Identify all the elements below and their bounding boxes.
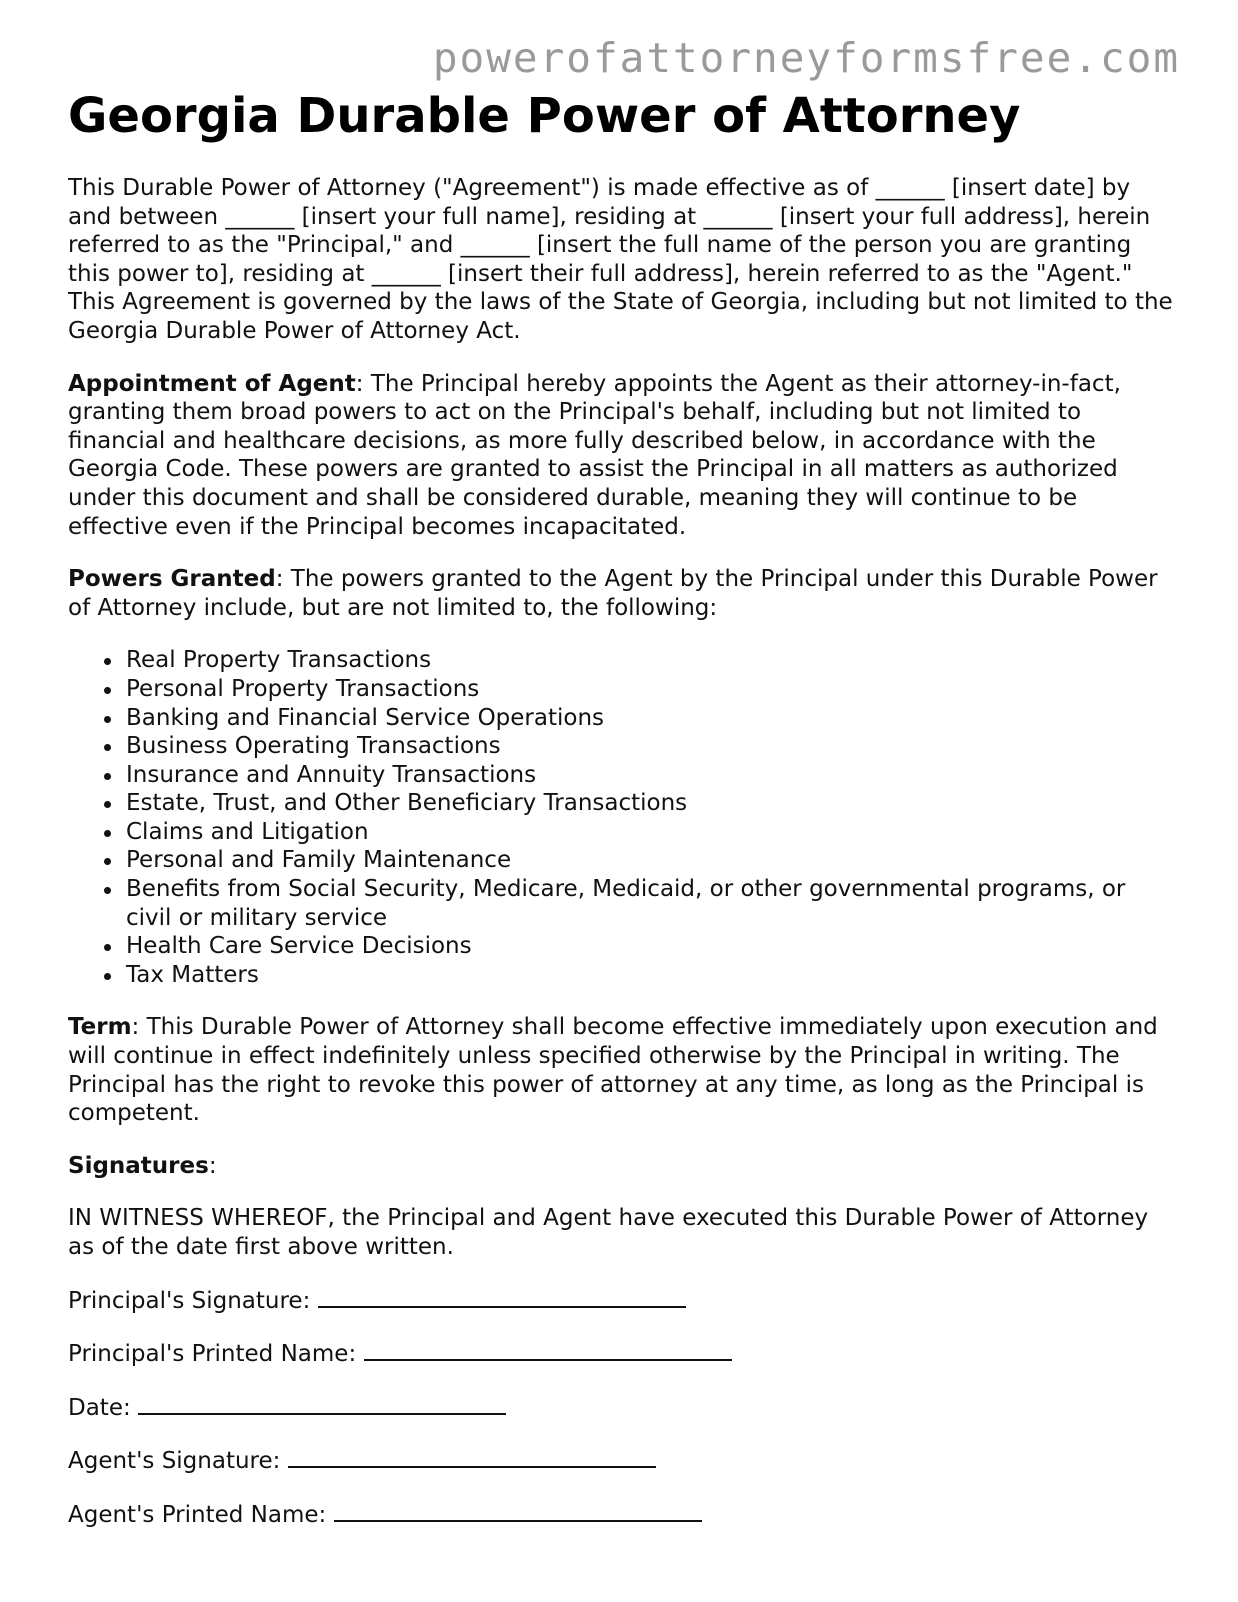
agent-printed-name-label: Agent's Printed Name: <box>68 1501 327 1528</box>
list-item: Health Care Service Decisions <box>126 932 1178 961</box>
list-item: Business Operating Transactions <box>126 732 1178 761</box>
list-item: Benefits from Social Security, Medicare, Medicaid, or other governmental programs, or civil or military service <box>126 875 1178 932</box>
agent-signature-label: Agent's Signature: <box>68 1448 281 1475</box>
principal-printed-name-label: Principal's Printed Name: <box>68 1341 357 1368</box>
document-title: Georgia Durable Power of Attorney <box>68 88 1021 144</box>
powers-list <box>68 646 1178 989</box>
list-item: Personal and Family Maintenance <box>126 846 1178 875</box>
principal-signature-field[interactable] <box>318 1286 686 1308</box>
term-section <box>68 1013 1178 1127</box>
date-field[interactable] <box>138 1393 506 1415</box>
intro-paragraph: This Durable Power of Attorney ("Agreement") is made effective as of ______ [insert date] by and between ______ [insert your full name], residing at ______ [insert your full address], herein referred to as the "Principal," and ______ [insert the full name of the person you are granting this power to], residing at ______ [insert their full address], herein referred to as the "Agent." This Agreement is governed by the laws of the State of Georgia, including but not limited to the Georgia Durable Power of Attorney Act. <box>68 175 1173 344</box>
term-text: : This Durable Power of Attorney shall become effective immediately upon execution and will continue in effect indefinitely unless specified otherwise by the Principal in writing. The Principal has the right to revoke this power of attorney at any time, as long as the Principal is competent. <box>68 1014 1158 1127</box>
powers-text: : The powers granted to the Agent by the Principal under this Durable Power of Attorney include, but are not limited to, the following: <box>68 566 1158 621</box>
list-item: Tax Matters <box>126 961 1178 990</box>
site-watermark: powerofattorneyformsfree.com <box>432 34 1180 82</box>
document-page <box>68 86 1178 1530</box>
witness-paragraph: IN WITNESS WHEREOF, the Principal and Agent have executed this Durable Power of Attorney as of the date first above written. <box>68 1205 1149 1260</box>
appointment-heading: Appointment of Agent <box>68 370 356 397</box>
powers-heading: Powers Granted <box>68 566 276 593</box>
principal-signature-label: Principal's Signature: <box>68 1287 311 1314</box>
principal-printed-name-line <box>68 1339 1178 1369</box>
list-item: Insurance and Annuity Transactions <box>126 761 1178 790</box>
term-heading: Term <box>68 1014 132 1041</box>
signatures-section <box>68 1152 1178 1181</box>
list-item: Estate, Trust, and Other Beneficiary Transactions <box>126 789 1178 818</box>
list-item: Banking and Financial Service Operations <box>126 704 1178 733</box>
signatures-colon: : <box>208 1152 217 1179</box>
powers-section <box>68 565 1178 622</box>
principal-printed-name-field[interactable] <box>364 1339 732 1361</box>
signatures-heading: Signatures <box>68 1152 209 1179</box>
appointment-section <box>68 370 1178 542</box>
document-body <box>68 174 1178 1530</box>
list-item: Personal Property Transactions <box>126 675 1178 704</box>
date-line <box>68 1393 1178 1423</box>
agent-printed-name-field[interactable] <box>334 1500 702 1522</box>
agent-printed-name-line <box>68 1500 1178 1530</box>
agent-signature-field[interactable] <box>288 1446 656 1468</box>
date-label: Date: <box>68 1394 131 1421</box>
agent-signature-line <box>68 1446 1178 1476</box>
appointment-text: : The Principal hereby appoints the Agent as their attorney-in-fact, granting them broad powers to act on the Principal's behalf, including but not limited to financial and healthcare decisions, as more fully described below, in accordance with the Georgia Code. These powers are granted to assist the Principal in all matters as authorized under this document and shall be considered durable, meaning they will continue to be effective even if the Principal becomes incapacitated. <box>68 370 1121 540</box>
list-item: Claims and Litigation <box>126 818 1178 847</box>
list-item: Real Property Transactions <box>126 646 1178 675</box>
principal-signature-line <box>68 1286 1178 1316</box>
